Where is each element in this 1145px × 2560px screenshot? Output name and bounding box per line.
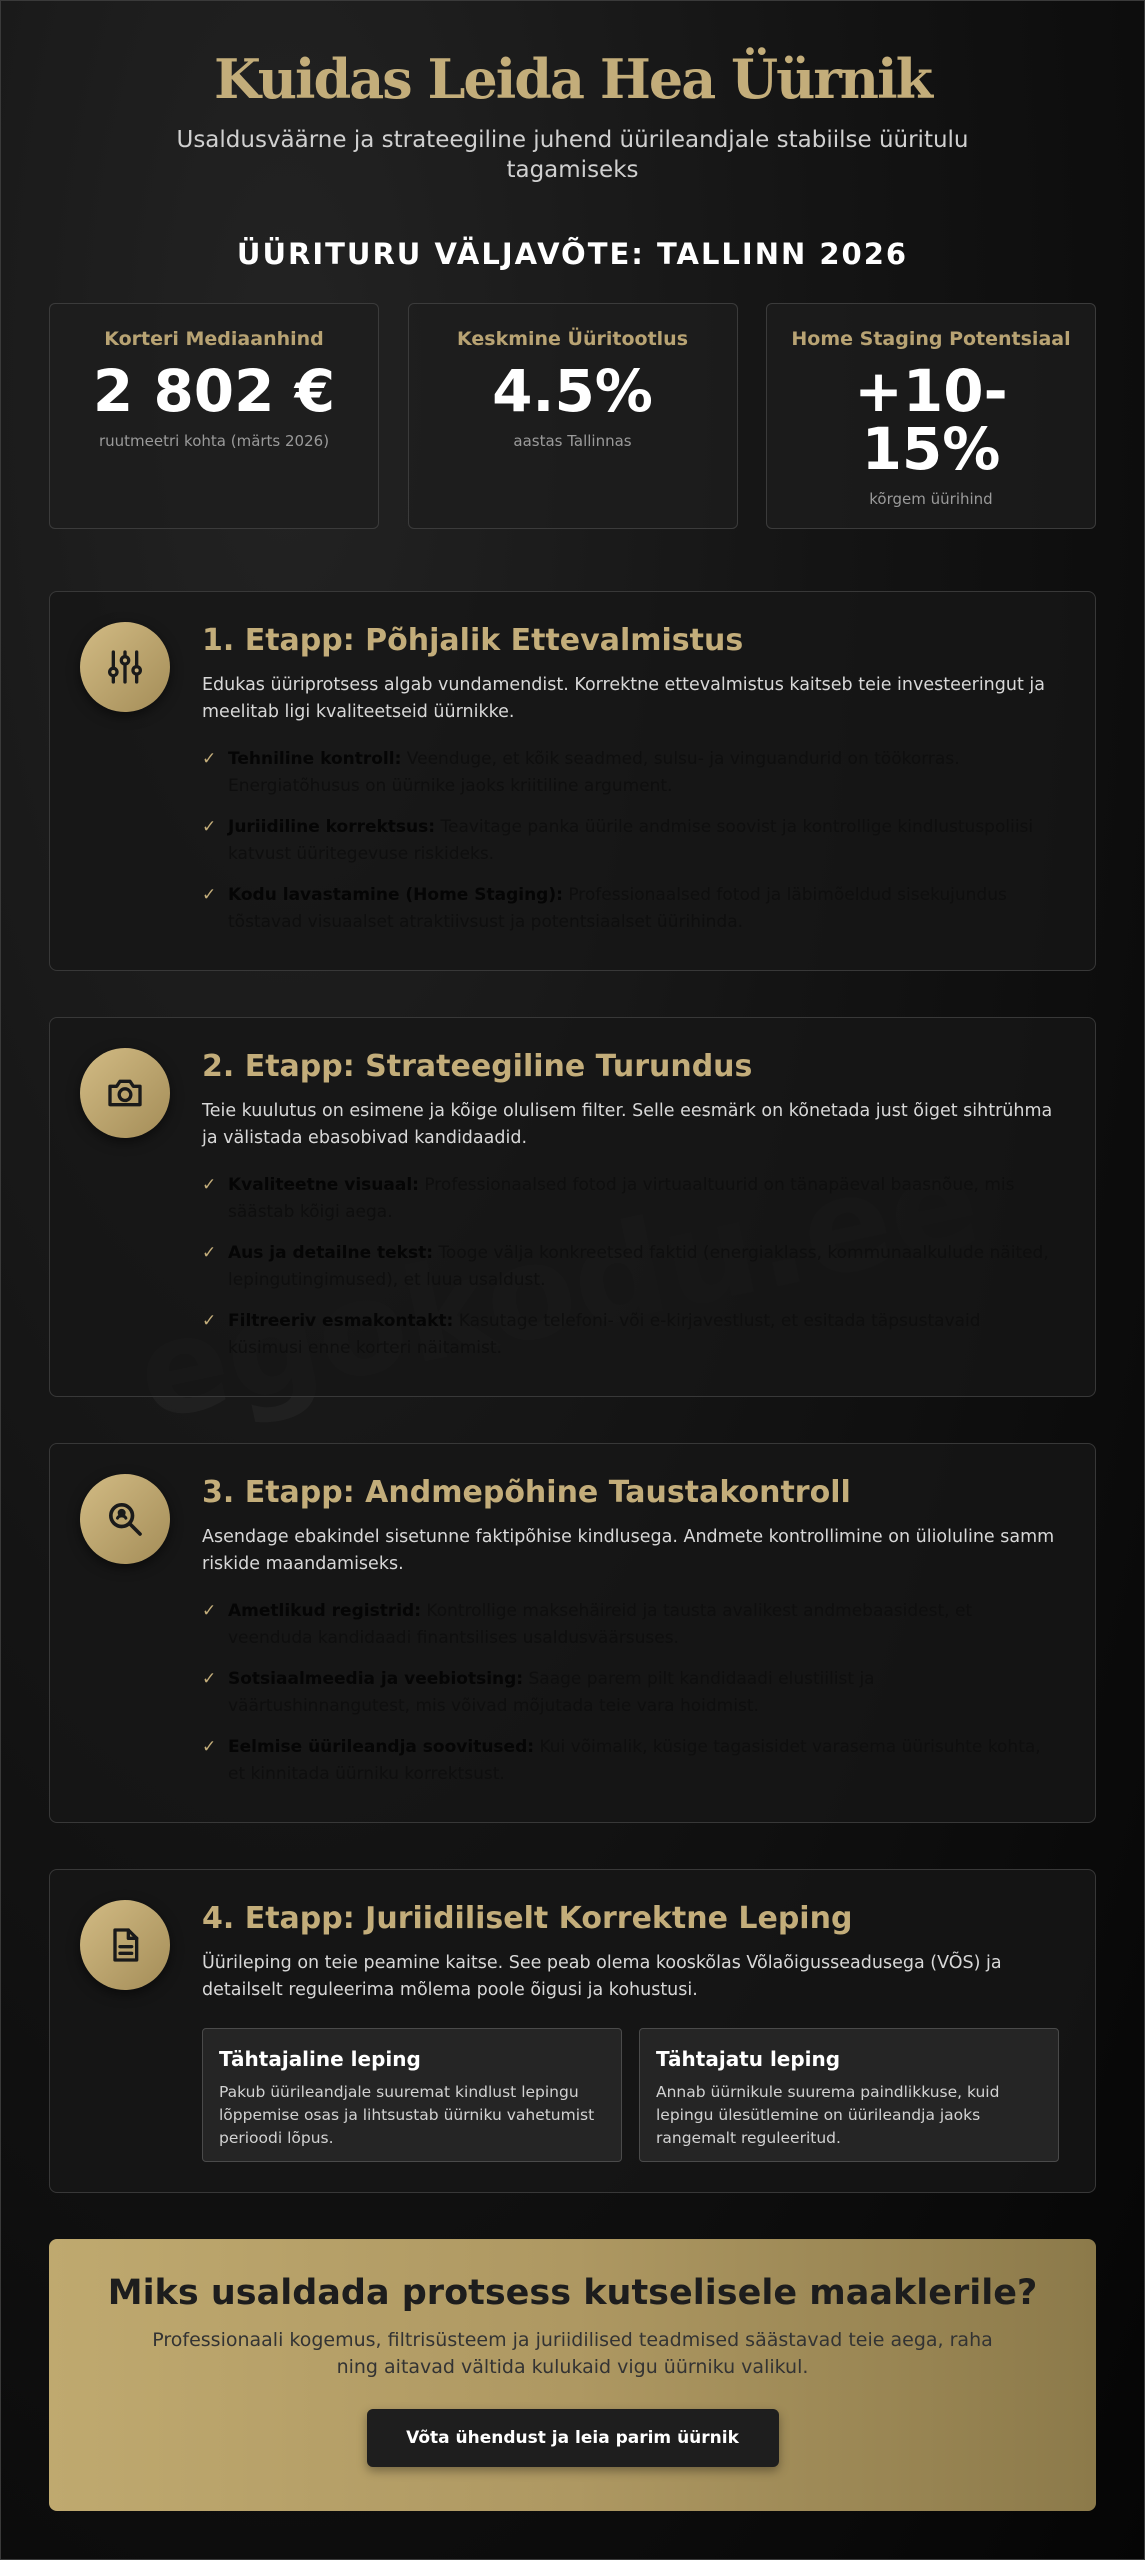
step-description: Edukas üüriprotsess algab vundamendist. Korrektne ettevalmistus kaitseb teie investeeringut ja meelitab ligi kvaliteetseid üürnikke.: [202, 675, 1045, 722]
stat-value: 2 802 €: [92, 357, 336, 425]
stat-note: aastas Tallinnas: [513, 432, 632, 450]
item-text: Kontrollige maksehäireid ja tausta avalikest andmebaasidest, et veenduda kandidaadi finantsilises usaldusväärsuses.: [228, 1601, 973, 1648]
contract-title: Tähtajaline leping: [219, 2047, 421, 2071]
contract-title: Tähtajatu leping: [656, 2047, 841, 2071]
contract-card-fixed-term: [202, 2028, 622, 2162]
step-title: 3. Etapp: Andmepõhine Taustakontroll: [202, 1475, 851, 1510]
page-subtitle: Usaldusväärne ja strateegiline juhend üürileandjale stabiilse üüritulu tagamiseks: [176, 127, 969, 183]
step-list: [202, 1172, 1059, 1362]
item-label: Kvaliteetne visuaal:: [228, 1175, 419, 1195]
sliders-icon: [80, 622, 170, 712]
check-icon: ✓: [202, 749, 217, 769]
stat-label: Home Staging Potentsiaal: [791, 328, 1071, 350]
cta-banner: [49, 2239, 1096, 2511]
stat-note: ruutmeetri kohta (märts 2026): [98, 432, 330, 450]
step-description: Teie kuulutus on esimene ja kõige olulisem filter. Selle eesmärk on kõnetada just õiget sihtrühma ja välistada ebasobivad kandidaadid.: [202, 1101, 1053, 1148]
contract-text: Pakub üürileandjale suuremat kindlust lepingu lõppemise osas ja lihtsustab üürniku vahetumist perioodi lõpus.: [219, 2083, 595, 2147]
stat-value: +10-15%: [854, 357, 1008, 483]
step-card-2: [49, 1017, 1096, 1397]
step-content: [202, 592, 1095, 936]
check-icon: ✓: [202, 1175, 217, 1195]
list-item: [202, 882, 1059, 936]
item-label: Ametlikud registrid:: [228, 1601, 422, 1621]
stats-row: [49, 303, 1096, 529]
item-label: Eelmise üürileandja soovitused:: [228, 1737, 535, 1757]
step-card-4: [49, 1869, 1096, 2193]
contact-button[interactable]: Võta ühendust ja leia parim üürnik: [367, 2409, 779, 2467]
item-text: Veenduge, et kõik seadmed, sulsu- ja vinguandurid on töökorras. Energiatõhusus on üürnike jaoks kriitiline argument.: [228, 749, 960, 796]
step-description: Asendage ebakindel sisetunne faktipõhise kindlusega. Andmete kontrollimine on ülioluline samm riskide maandamiseks.: [202, 1527, 1055, 1574]
item-label: Kodu lavastamine (Home Staging):: [228, 885, 563, 905]
item-label: Sotsiaalmeedia ja veebiotsing:: [228, 1669, 524, 1689]
check-icon: ✓: [202, 885, 217, 905]
item-label: Filtreeriv esmakontakt:: [228, 1311, 454, 1331]
stat-label: Keskmine Üüritootlus: [456, 328, 688, 350]
list-item: [202, 1666, 1059, 1720]
check-icon: ✓: [202, 1737, 217, 1757]
stat-home-staging: [766, 303, 1096, 529]
item-text: Kasutage telefoni- või e-kirjavestlust, et esitada täpsustavaid küsimusi enne korteri näitamist.: [228, 1311, 981, 1358]
list-item: [202, 814, 1059, 868]
search-icon: [80, 1474, 170, 1564]
list-item: [202, 1734, 1059, 1788]
step-card-1: [49, 591, 1096, 971]
step-list: [202, 746, 1059, 936]
item-text: Kui võimalik, küsige tagasisidet varasema üürisuhte kohta, et kinnitada üürniku korrektsust.: [228, 1737, 1041, 1784]
item-text: Professionaalsed fotod ja virtuaaltuurid on tänapäeval baasnõue, mis säästab kõigi aega.: [228, 1175, 1015, 1222]
camera-icon: [80, 1048, 170, 1138]
contract-text: Annab üürnikule suurema paindlikkuse, kuid lepingu ülesütlemine on üürileandja jaoks rangemalt reguleeritud.: [656, 2083, 1000, 2147]
step-content: [202, 1444, 1095, 1788]
step-title: 4. Etapp: Juriidiliselt Korrektne Leping: [202, 1901, 853, 1936]
list-item: [202, 1172, 1059, 1226]
check-icon: ✓: [202, 1669, 217, 1689]
market-overview-title: ÜÜRITURU VÄLJAVÕTE: TALLINN 2026: [236, 237, 909, 271]
contract-card-open-ended: [639, 2028, 1059, 2162]
step-title: 2. Etapp: Strateegiline Turundus: [202, 1049, 753, 1084]
item-label: Juriidiline korrektsus:: [228, 817, 436, 837]
stat-median-price: [49, 303, 379, 529]
cta-text: Professionaali kogemus, filtrisüsteem ja juriidilised teadmised säästavad teie aega, raha ning aitavad vältida kulukaid vigu üürniku valikul.: [152, 2329, 993, 2378]
item-text: Teavitage panka üürile andmise soovist ja kontrollige kindlustuspoliisi katvust üüritegevuse riskideks.: [228, 817, 1034, 864]
step-list: [202, 1598, 1059, 1788]
step-card-3: [49, 1443, 1096, 1823]
item-text: Tooge välja konkreetsed faktid (energiaklass, kommunaalkulude näited, lepingutingimused), et luua usaldust.: [228, 1243, 1049, 1290]
item-label: Aus ja detailne tekst:: [228, 1243, 434, 1263]
cta-title: Miks usaldada protsess kutselisele maaklerile?: [107, 2273, 1038, 2313]
page-title: Kuidas Leida Hea Üürnik: [213, 47, 931, 111]
check-icon: ✓: [202, 1311, 217, 1331]
list-item: [202, 1240, 1059, 1294]
step-title: 1. Etapp: Põhjalik Ettevalmistus: [202, 623, 744, 658]
list-item: [202, 1598, 1059, 1652]
stat-label: Korteri Mediaanhind: [104, 328, 324, 350]
check-icon: ✓: [202, 1601, 217, 1621]
check-icon: ✓: [202, 817, 217, 837]
step-description: Üürileping on teie peamine kaitse. See peab olema kooskõlas Võlaõigusseadusega (VÕS) ja detailselt reguleerima mõlema poole õigusi ja kohustusi.: [202, 1953, 1002, 2000]
step-content: [202, 1018, 1095, 1362]
item-text: Saage parem pilt kandidaadi elustiilist ja väärtushinnangutest, mis võivad mõjutada teie vara hoidmist.: [228, 1669, 875, 1716]
contract-types: [202, 2028, 1059, 2162]
stat-value: 4.5%: [492, 357, 653, 425]
document-icon: [80, 1900, 170, 1990]
check-icon: ✓: [202, 1243, 217, 1263]
item-label: Tehniline kontroll:: [228, 749, 402, 769]
item-text: Professionaalsed fotod ja läbimõeldud sisekujundus tõstavad visuaalset atraktiivsust ja potentsiaalset üürihinda.: [228, 885, 1007, 932]
stat-note: kõrgem üürihind: [869, 490, 993, 508]
list-item: [202, 1308, 1059, 1362]
list-item: [202, 746, 1059, 800]
hero: [1, 1, 1144, 185]
stat-rental-yield: [408, 303, 738, 529]
step-content: [202, 1870, 1095, 2162]
